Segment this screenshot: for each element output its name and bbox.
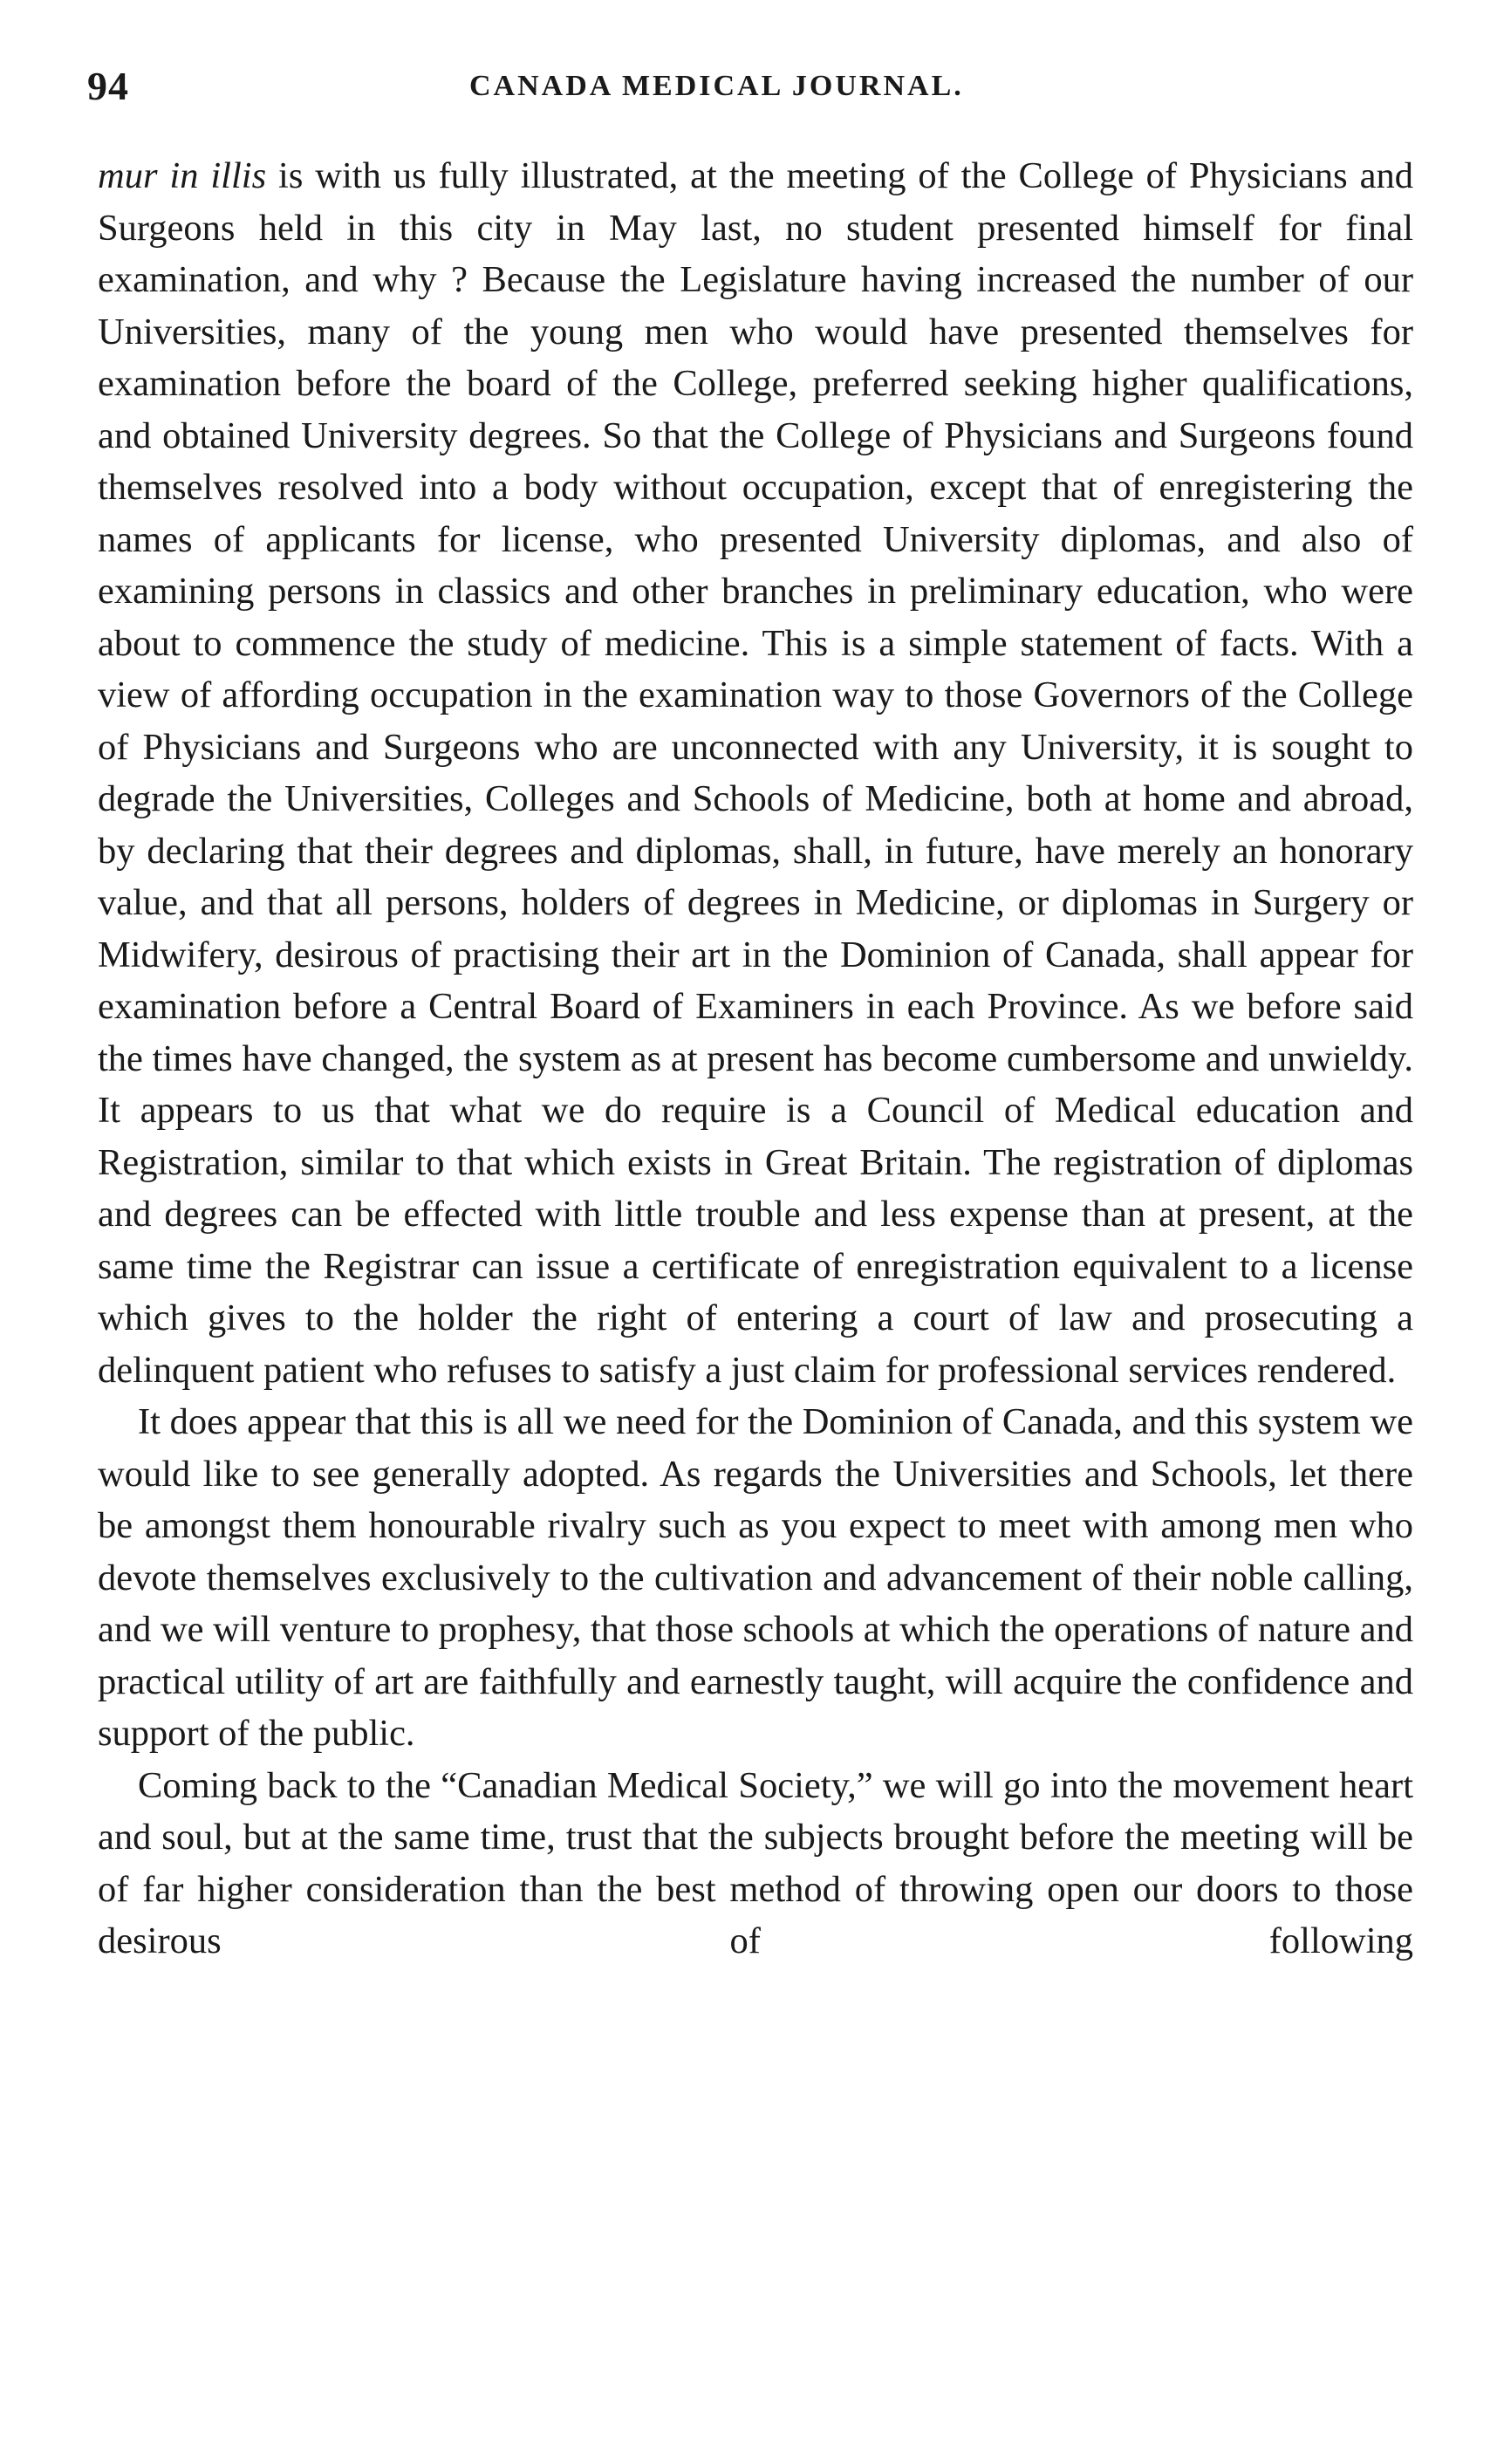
- paragraph-2: [98, 1396, 1413, 1760]
- page-number: 94: [87, 64, 129, 108]
- paragraph-1-text: is with us fully illustrated, at the meeting of the College of Physicians and Surgeons held in this city in May last, no student presented himself for final examination, and why ? Because the Legislature having increased the number of our Universities, many of the young men who would have presented themselves for examination before the board of the College, preferred seeking higher qualifications, and obtained University degrees. So that the College of Physicians and Surgeons found themselves resolved into a body without occupation, except that of enregistering the names of applicants for license, who presented University diplomas, and also of examining persons in classics and other branches in preliminary education, who were about to commence the study of medicine. This is a simple statement of facts. With a view of affording occupation in the examination way to those Governors of the College of Physicians and Surgeons who are unconnected with any University, it is sought to degrade the Universities, Colleges and Schools of Medicine, both at home and abroad, by declaring that their degrees and diplomas, shall, in future, have merely an honorary value, and that all persons, holders of degrees in Medicine, or diplomas in Surgery or Midwifery, desirous of practising their art in the Dominion of Canada, shall appear for examination before a Central Board of Examiners in each Province. As we before said the times have changed, the system as at present has become cumbersome and unwieldy. It appears to us that what we do require is a Council of Medical education and Registration, similar to that which exists in Great Britain. The registration of diplomas and degrees can be effected with little trouble and less expense than at present, at the same time the Registrar can issue a certificate of enregistration equivalent to a license which gives to the holder the right of entering a court of law and prosecuting a delinquent patient who refuses to satisfy a just claim for professional services rendered.: [98, 155, 1413, 1391]
- latin-phrase: mur in illis: [98, 155, 267, 196]
- running-head: [87, 63, 1422, 115]
- paragraph-2-text: It does appear that this is all we need for the Dominion of Canada, and this system we would like to see generally adopted. As regards the Universities and Schools, let there be amongst them honourable rivalry such as you expect to meet with among men who devote themselves exclusively to the cultivation and advancement of their noble calling, and we will venture to prophesy, that those schools at which the operations of nature and practical utility of art are faithfully and earnestly taught, will acquire the confidence and support of the public.: [98, 1401, 1413, 1754]
- paragraph-3: [98, 1760, 1413, 1968]
- journal-title: CANADA MEDICAL JOURNAL.: [469, 70, 964, 102]
- article-body: [98, 150, 1413, 1968]
- paragraph-1: [98, 150, 1413, 1396]
- paragraph-3-text: Coming back to the “Canadian Medical Society,” we will go into the movement heart and soul, but at the same time, trust that the subjects brought before the meeting will be of far higher consideration than the best method of throwing open our doors to those desirous of following: [98, 1764, 1413, 1961]
